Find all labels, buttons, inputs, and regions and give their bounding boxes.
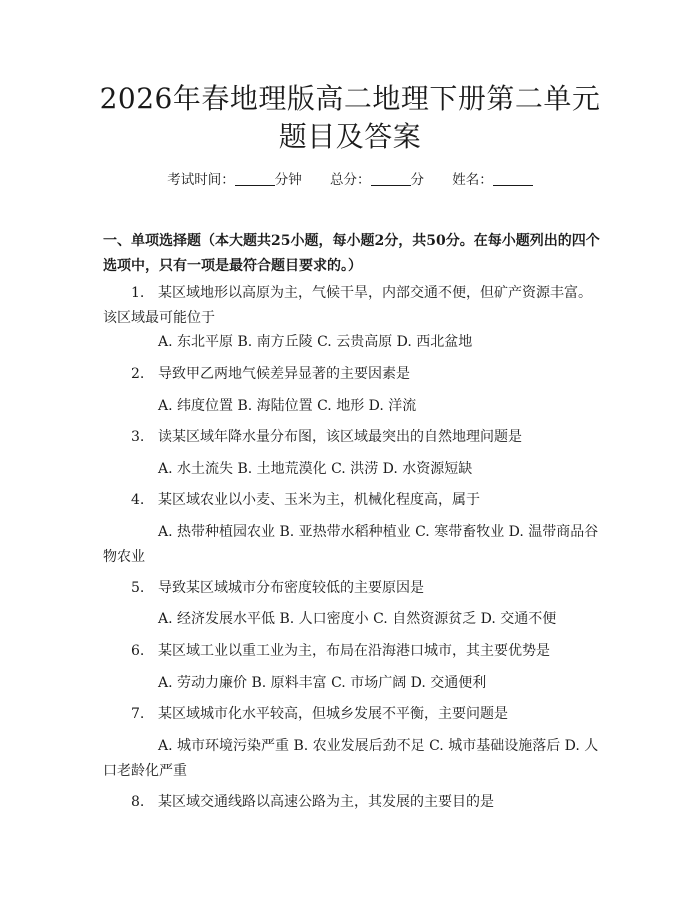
question-number: 4. [131, 492, 145, 508]
options-text: A. 纬度位置 B. 海陆位置 C. 地形 D. 洋流 [158, 398, 417, 414]
question-text: 某区域工业以重工业为主，布局在沿海港口城市，其主要优势是 [158, 643, 550, 659]
question-number: 5. [131, 580, 145, 596]
score-blank [371, 185, 411, 186]
score-unit: 分 [410, 172, 424, 188]
time-label: 考试时间： [167, 172, 235, 188]
question-text: 导致甲乙两地气候差异显著的主要因素是 [158, 366, 410, 382]
question-text: 导致某区域城市分布密度较低的主要原因是 [158, 580, 424, 596]
question-options [103, 607, 603, 632]
question-number: 7. [131, 706, 145, 722]
exam-name [452, 172, 533, 188]
question-number: 3. [131, 429, 145, 445]
question-text: 读某区域年降水量分布图，该区域最突出的自然地理问题是 [158, 429, 522, 445]
question-options [103, 330, 603, 355]
question-text: 某区域农业以小麦、玉米为主，机械化程度高，属于 [158, 492, 480, 508]
options-text: A. 东北平原 B. 南方丘陵 C. 云贵高原 D. 西北盆地 [158, 334, 473, 350]
exam-score [330, 172, 424, 188]
question-options [103, 457, 603, 482]
options-text: A. 经济发展水平低 B. 人口密度小 C. 自然资源贫乏 D. 交通不便 [158, 611, 557, 627]
options-text: A. 水土流失 B. 土地荒漠化 C. 洪涝 D. 水资源短缺 [158, 461, 473, 477]
question-text: 某区域地形以高原为主，气候干旱，内部交通不便，但矿产资源丰富。该区域最可能位于 [103, 285, 592, 326]
section-heading: 一、单项选择题（本大题共25小题，每小题2分，共50分。在每小题列出的四个选项中，只有一项是最符合题目要求的。） [103, 233, 600, 274]
options-text: A. 劳动力廉价 B. 原料丰富 C. 市场广阔 D. 交通便利 [158, 675, 487, 691]
question-stem [103, 362, 603, 387]
question-stem [103, 576, 603, 601]
question-options [103, 734, 603, 784]
question-stem [103, 639, 603, 664]
question-stem [103, 488, 603, 513]
name-blank [493, 185, 533, 186]
question-options [103, 520, 603, 570]
exam-meta [0, 168, 700, 188]
name-label: 姓名： [452, 172, 493, 188]
time-blank [235, 185, 275, 186]
question-number: 6. [131, 643, 145, 659]
question-stem [103, 702, 603, 727]
question-stem [103, 790, 603, 815]
options-text: A. 热带种植园农业 B. 亚热带水稻种植业 C. 寒带畜牧业 D. 温带商品谷物农业 [103, 524, 599, 565]
exam-time [167, 172, 302, 188]
options-text: A. 城市环境污染严重 B. 农业发展后劲不足 C. 城市基础设施落后 D. 人口老龄化严重 [103, 738, 599, 779]
page-title: 2026年春地理版高二地理下册第二单元题目及答案 [99, 82, 601, 153]
question-text: 某区域城市化水平较高，但城乡发展不平衡，主要问题是 [158, 706, 508, 722]
question-stem [103, 425, 603, 450]
time-unit: 分钟 [274, 172, 302, 188]
question-number: 1. [131, 285, 145, 301]
question-stem [103, 281, 603, 331]
score-label: 总分： [330, 172, 371, 188]
question-options [103, 394, 603, 419]
question-number: 8. [131, 794, 145, 810]
question-number: 2. [131, 366, 145, 382]
question-options [103, 671, 603, 696]
question-text: 某区域交通线路以高速公路为主，其发展的主要目的是 [158, 794, 494, 810]
